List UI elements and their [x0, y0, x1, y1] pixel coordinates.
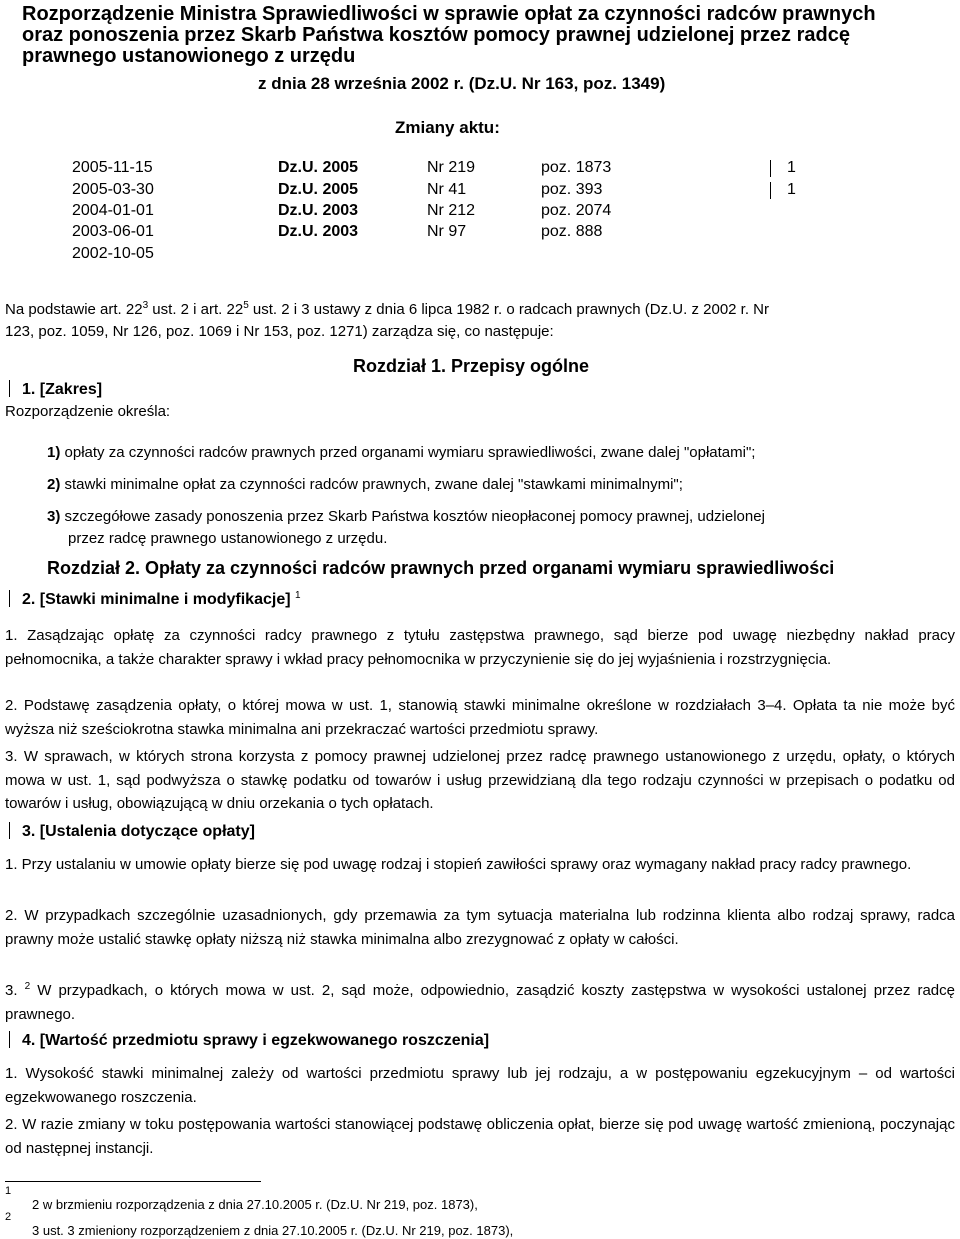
footnote-text: 3 ust. 3 zmieniony rozporządzeniem z dnia 27.10.2005 r. (Dz.U. Nr 219, poz. 1873), — [32, 1223, 514, 1238]
footnote-text: 2 w brzmieniu rozporządzenia z dnia 27.10.2005 r. (Dz.U. Nr 219, poz. 1873), — [32, 1197, 478, 1212]
amendment-reference: 1 — [787, 159, 796, 176]
section-2-paragraph-3: 3. W sprawach, w których strona korzysta z pomocy prawnej udzielonej przez radcę prawnego ustanowionego z urzędu, opłaty, o których mowa w ust. 1, sąd podwyższa o stawkę podatku od towarów i usług przewidzianą dla tego rodzaju czynności w przepisach o podatku od towarów i usług, obowiązującą w dniu orzekania o tych opłatach. — [5, 748, 955, 812]
chapter-2-heading: Rozdział 2. Opłaty za czynności radców prawnych przed organami wymiaru sprawiedliwości — [47, 558, 835, 578]
section-1-heading: 1. [Zakres] — [22, 381, 103, 398]
chapter-1-heading: Rozdział 1. Przepisy ogólne — [353, 356, 590, 376]
amendment-journal: Dz.U. 2005 — [278, 159, 359, 176]
section-4-paragraph-2: 2. W razie zmiany w toku postępowania wartości stanowiącej podstawę obliczenia opłat, bierze się pod uwagę wartość zmienioną, poczynając od następnej instancji. — [5, 1116, 955, 1157]
amendment-position: poz. 888 — [541, 223, 603, 240]
amendment-number: Nr 212 — [427, 202, 476, 219]
change-bar — [770, 160, 771, 177]
footnote-separator — [5, 1181, 261, 1182]
section-2-paragraph-2: 2. Podstawę zasądzenia opłaty, o której mowa w ust. 1, stanowią stawki minimalne określone w rozdziałach 3–4. Opłata ta nie może być wyższa niż sześciokrotna stawka minimalna ani przekraczać wartości przedmiotu sprawy. — [5, 697, 955, 738]
section-3-paragraph-3: 3. $^2$ W przypadkach, o których mowa w ust. 2, sąd może, odpowiednio, zasądzić koszty zastępstwa w wysokości ustalonej przez radcę prawnego. — [5, 981, 955, 1023]
footnote-number: 2 — [5, 1211, 12, 1223]
preamble-line-1: Na podstawie art. $22^3$ ust. 2 i art. $22^5$ ust. 2 i 3 ustawy z dnia 6 lipca 1982 r. o radcach prawnych (Dz.U. z 2002 r. Nr — [5, 300, 769, 318]
change-bar — [9, 590, 10, 607]
amendment-reference: 1 — [787, 181, 796, 198]
section-4-heading: 4. [Wartość przedmiotu sprawy i egzekwowanego roszczenia] — [22, 1032, 490, 1049]
title-line-3: prawnego ustanowionego z urzędu — [22, 45, 356, 67]
amendment-number: Nr 97 — [427, 223, 467, 240]
title-line-4: z dnia 28 września 2002 r. (Dz.U. Nr 163, poz. 1349) — [258, 74, 666, 93]
section-3-paragraph-2: 2. W przypadkach szczególnie uzasadnionych, gdy przemawia za tym sytuacja materialna lub rodzinna klienta albo rodzaj sprawy, radca prawny może ustalić stawkę opłaty niższą niż stawka minimalna albo zrezygnować z opłaty w całości. — [5, 907, 955, 948]
list-item-continuation: przez radcę prawnego ustanowionego z urzędu. — [68, 530, 388, 547]
amendment-position: poz. 393 — [541, 181, 603, 198]
amendment-date: 2005-03-30 — [72, 181, 154, 198]
section-1-intro: Rozporządzenie określa: — [5, 403, 171, 420]
preamble-line-2: 123, poz. 1059, Nr 126, poz. 1069 i Nr 153, poz. 1271) zarządza się, co następuje: — [5, 323, 554, 340]
footnote-ref: 1 — [295, 590, 301, 601]
section-3-heading: 3. [Ustalenia dotyczące opłaty] — [22, 823, 255, 840]
list-item: 3) szczegółowe zasady ponoszenia przez Skarb Państwa kosztów nieopłaconej pomocy prawnej, udzielonej — [47, 508, 765, 525]
title-line-2: oraz ponoszenia przez Skarb Państwa kosztów pomocy prawnej udzielonej przez radcę — [22, 24, 850, 46]
section-3-paragraph-1: 1. Przy ustalaniu w umowie opłaty bierze się pod uwagę rodzaj i stopień zawiłości sprawy oraz wymagany nakład pracy radcy prawnego. — [5, 856, 912, 873]
section-2-heading: 2. [Stawki minimalne i modyfikacje] $^1$ — [22, 590, 301, 608]
change-bar — [9, 822, 10, 839]
list-item: 2) stawki minimalne opłat za czynności radców prawnych, zwane dalej "stawkami minimalnymi"; — [47, 476, 683, 493]
amendment-journal: Dz.U. 2003 — [278, 223, 359, 240]
amendment-position: poz. 1873 — [541, 159, 612, 176]
amendment-date: 2003-06-01 — [72, 223, 154, 240]
amendment-date: 2004-01-01 — [72, 202, 154, 219]
amendments-heading: Zmiany aktu: — [395, 118, 500, 137]
footnote-ref: 2 — [24, 981, 31, 992]
amendment-number: Nr 219 — [427, 159, 476, 176]
change-bar — [770, 182, 771, 199]
footnote-number: 1 — [5, 1185, 12, 1197]
change-bar — [9, 380, 10, 397]
title-line-1: Rozporządzenie Ministra Sprawiedliwości w sprawie opłat za czynności radców prawnych — [22, 3, 876, 25]
amendment-date: 2002-10-05 — [72, 245, 154, 262]
change-bar — [9, 1031, 10, 1048]
amendment-journal: Dz.U. 2005 — [278, 181, 359, 198]
amendment-number: Nr 41 — [427, 181, 467, 198]
amendment-position: poz. 2074 — [541, 202, 612, 219]
section-2-paragraph-1: 1. Zasądzając opłatę za czynności radcy prawnego z tytułu zastępstwa prawnego, sąd bierze pod uwagę niezbędny nakład pracy pełnomocnika, a także charakter sprawy i wkład pracy pełnomocnika w przyczynienie się do jej wyjaśnienia i rozstrzygnięcia. — [5, 627, 955, 668]
amendment-date: 2005-11-15 — [72, 159, 153, 176]
amendment-journal: Dz.U. 2003 — [278, 202, 359, 219]
section-4-paragraph-1: 1. Wysokość stawki minimalnej zależy od wartości przedmiotu sprawy lub jej rodzaju, a w postępowaniu egzekucyjnym – od wartości egzekwowanego roszczenia. — [5, 1065, 955, 1106]
list-item: 1) opłaty za czynności radców prawnych przed organami wymiaru sprawiedliwości, zwane dalej "opłatami"; — [47, 444, 756, 461]
